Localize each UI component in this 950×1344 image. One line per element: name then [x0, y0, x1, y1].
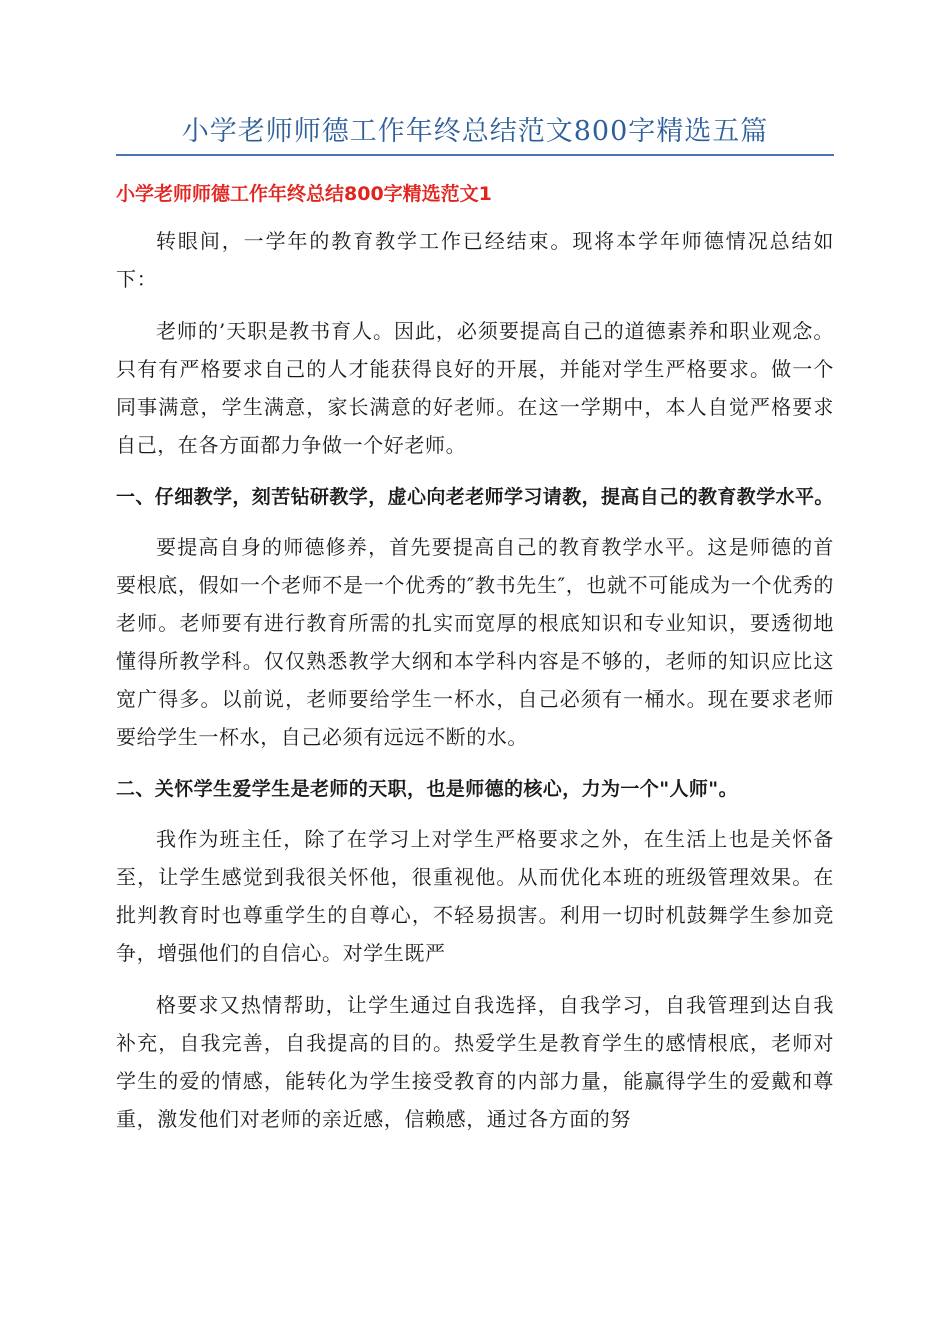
heading-one: 一、仔细教学，刻苦钻研教学，虚心向老老师学习请教，提高自己的教育教学水平。 [116, 486, 834, 508]
paragraph-care: 我作为班主任，除了在学习上对学生严格要求之外，在生活上也是关怀备至，让学生感觉到我很关怀他，很重视他。从而优化本班的班级管理效果。在批判教育时也尊重学生的自尊心，不轻易损害。利用一切时机鼓舞学生参加竞争，增强他们的自信心。对学生既严 [116, 827, 834, 965]
section-title: 小学老师师德工作年终总结800字精选范文1 [116, 183, 492, 205]
title-underline [116, 154, 834, 156]
heading-two: 二、关怀学生爱学生是老师的天职，也是师德的核心，力为一个"人师"。 [116, 778, 738, 800]
paragraph-requirements: 格要求又热情帮助，让学生通过自我选择，自我学习，自我管理到达自我补充，自我完善，自我提高的目的。热爱学生是教育学生的感情根底，老师对学生的爱的情感，能转化为学生接受教育的内部力量，能赢得学生的爱戴和尊重，激发他们对老师的亲近感，信赖感，通过各方面的努 [116, 993, 834, 1131]
document-body [116, 178, 834, 1152]
paragraph-duty: 老师的’天职是教书育人。因此，必须要提高自己的道德素养和职业观念。只有有严格要求自己的人才能获得良好的开展，并能对学生严格要求。做一个同事满意，学生满意，家长满意的好老师。在这一学期中，本人自觉严格要求自己，在各方面都力争做一个好老师。 [116, 319, 834, 457]
paragraph-teaching: 要提高自身的师德修养，首先要提高自己的教育教学水平。这是师德的首要根底，假如一个老师不是一个优秀的″教书先生″，也就不可能成为一个优秀的老师。老师要有进行教育所需的扎实而宽厚的根底知识和专业知识，要透彻地懂得所教学科。仅仅熟悉教学大纲和本学科内容是不够的，老师的知识应比这宽广得多。以前说，老师要给学生一杯水，自己必须有一桶水。现在要求老师要给学生一杯水，自己必须有远远不断的水。 [116, 535, 834, 749]
paragraph-intro: 转眼间，一学年的教育教学工作已经结束。现将本学年师德情况总结如下： [116, 229, 834, 291]
document-title: 小学老师师德工作年终总结范文800字精选五篇 [181, 116, 769, 147]
